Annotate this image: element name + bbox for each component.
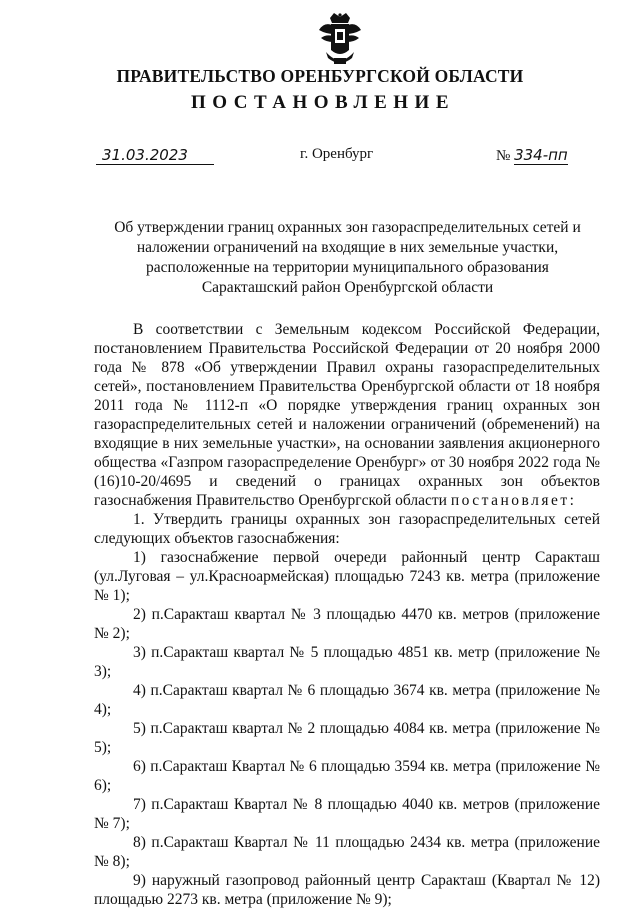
number-prefix: № <box>496 148 511 164</box>
postanovlyaet-word: постановляет: <box>450 492 577 509</box>
heading-line: наложении ограничений на входящие в них земельные участки, <box>136 239 559 256</box>
list-item: 4) п.Саракташ квартал № 6 площадью 3674 кв. метра (приложение № 4); <box>94 682 600 718</box>
document-number <box>496 146 568 165</box>
list-item: 7) п.Саракташ Квартал № 8 площадью 4040 кв. метров (приложение № 7); <box>94 796 600 832</box>
list-item: 3) п.Саракташ квартал № 5 площадью 4851 кв. метр (приложение № 3); <box>94 644 600 680</box>
preamble-text: В соответствии с Земельным кодексом Российской Федерации, постановлением Правительства Российской Федерации от 20 ноября 2000 года № 878 «Об утверждении Правил охраны газораспределительных сетей», постановлением Правительства Оренбургской области от 18 ноября 2011 года № 1112-п «О порядке утверждения границ охранных зон газораспределительных сетей и наложении ограничений (обременений) на входящие в них земельные участки», на основании заявления акционерного общества «Газпром газораспределение Оренбург» от 30 ноября 2022 года № (16)10-20/4695 и сведений о границах охранных зон объектов газоснабжения Правительство Оренбургской области <box>94 321 600 509</box>
list-item: 9) наружный газопровод районный центр Саракташ (Квартал № 12) площадью 2273 кв. метра (приложение № 9); <box>94 872 600 908</box>
preamble-paragraph <box>94 320 600 510</box>
coat-of-arms-emblem <box>316 12 364 68</box>
document-type-title: ПОСТАНОВЛЕНИЕ <box>190 92 456 113</box>
heading-line: Саракташский район Оренбургской области <box>201 279 494 296</box>
list-item: 6) п.Саракташ Квартал № 6 площадью 3594 кв. метра (приложение № 6); <box>94 758 600 794</box>
issue-city: г. Оренбург <box>300 146 374 162</box>
government-title: ПРАВИТЕЛЬСТВО ОРЕНБУРГСКОЙ ОБЛАСТИ <box>116 66 524 86</box>
document-heading <box>95 218 600 298</box>
list-item: 8) п.Саракташ Квартал № 11 площадью 2434 кв. метра (приложение № 8); <box>94 834 600 870</box>
point-1: 1. Утвердить границы охранных зон газораспределительных сетей следующих объектов газоснабжения: <box>94 511 600 547</box>
document-date <box>96 146 214 165</box>
date-handwritten: 31.03.2023 <box>102 146 188 164</box>
document-body <box>94 320 600 909</box>
list-item: 5) п.Саракташ квартал № 2 площадью 4084 кв. метра (приложение № 5); <box>94 720 600 756</box>
heading-line: Об утверждении границ охранных зон газораспределительных сетей и <box>114 219 581 236</box>
list-item: 2) п.Саракташ квартал № 3 площадью 4470 кв. метров (приложение № 2); <box>94 606 600 642</box>
number-handwritten: 334-пп <box>514 146 568 164</box>
heading-line: расположенные на территории муниципального образования <box>146 259 549 276</box>
list-item: 1) газоснабжение первой очереди районный центр Саракташ (ул.Луговая – ул.Красноармейская) площадью 7243 кв. метра (приложение № 1); <box>94 549 600 604</box>
